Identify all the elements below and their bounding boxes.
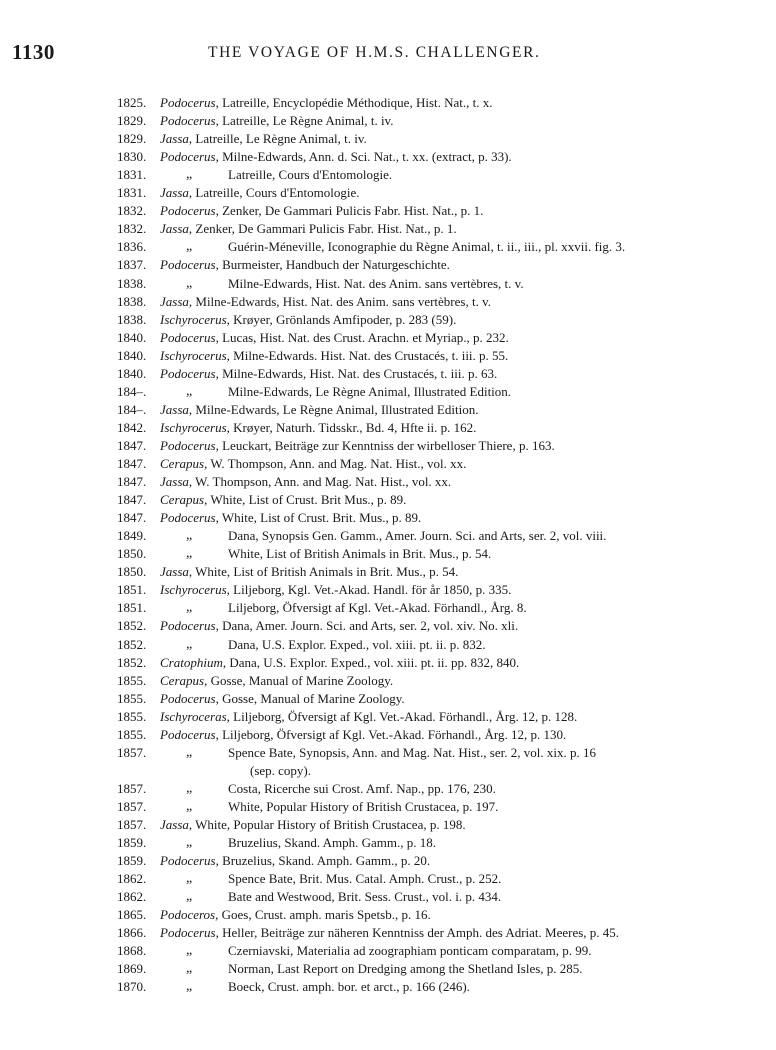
- bibliography-entry: [0, 455, 776, 473]
- entry-genus: Jassa: [160, 401, 189, 417]
- bibliography-entry: [0, 924, 776, 942]
- entry-year: 1855.: [117, 672, 147, 688]
- bibliography-entry: [0, 401, 776, 419]
- entry-genus: Podocerus: [160, 257, 216, 273]
- entry-citation: , Liljeborg, Kgl. Vet.-Akad. Handl. för år 1850, p. 335.: [226, 582, 512, 598]
- entry-citation: , Latreille, Encyclopédie Méthodique, Hist. Nat., t. x.: [215, 95, 493, 110]
- entry-citation: Bate and Westwood, Brit. Sess. Crust., vol. i. p. 434.: [228, 889, 502, 905]
- entry-citation: , Leuckart, Beiträge zur Kenntniss der wirbelloser Thiere, p. 163.: [215, 437, 555, 453]
- bibliography-entry: [0, 744, 776, 762]
- ditto-mark: „: [186, 780, 193, 796]
- entry-citation: , White, List of Crust. Brit. Mus., p. 89.: [215, 510, 422, 526]
- bibliography-entry: [0, 527, 776, 545]
- entry-citation: , Krøyer, Grönlands Amfipoder, p. 283 (59).: [226, 311, 457, 327]
- entry-genus: Cerapus: [160, 492, 205, 508]
- bibliography-entry: [0, 365, 776, 383]
- entry-genus: Podocerus: [160, 726, 216, 742]
- bibliography-entry: [0, 870, 776, 888]
- entry-citation: , Milne-Edwards. Hist. Nat. des Crustacés, t. iii. p. 55.: [226, 347, 509, 363]
- entry-genus: Ischyrocerus: [160, 347, 227, 363]
- ditto-mark: „: [186, 167, 193, 183]
- entry-genus: Podocerus: [160, 925, 216, 941]
- entry-citation: White, Popular History of British Crustacea, p. 197.: [228, 798, 499, 814]
- entry-citation: , White, List of Crust. Brit Mus., p. 89.: [204, 492, 407, 508]
- entry-year: 184–.: [117, 383, 147, 399]
- entry-year: 1847.: [117, 510, 147, 526]
- entry-genus: Podocerus: [160, 149, 216, 165]
- bibliography-entry: [0, 347, 776, 365]
- ditto-mark: „: [186, 636, 193, 652]
- running-title: THE VOYAGE OF H.M.S. CHALLENGER.: [208, 44, 541, 61]
- bibliography-entry: [0, 834, 776, 852]
- entry-citation: , W. Thompson, Ann. and Mag. Nat. Hist., vol. xx.: [204, 456, 467, 471]
- entry-genus: Podocerus: [160, 510, 216, 526]
- bibliography-entry: [0, 112, 776, 130]
- entry-year: 1857.: [117, 817, 147, 832]
- entry-citation: Costa, Ricerche sui Crost. Amf. Nap., pp. 176, 230.: [228, 780, 496, 796]
- entry-year: 184–.: [117, 401, 147, 417]
- bibliography-entry: [0, 545, 776, 563]
- bibliography-entry: [0, 798, 776, 816]
- entry-year: 1847.: [117, 492, 147, 508]
- bibliography-entry: [0, 906, 776, 924]
- entry-year: 1847.: [117, 437, 147, 453]
- bibliography-entry: [0, 383, 776, 401]
- entry-citation: , Latreille, Le Règne Animal, t. iv.: [215, 113, 394, 129]
- entry-year: 1831.: [117, 167, 147, 183]
- bibliography-entry: [0, 275, 776, 293]
- bibliography-entry: [0, 942, 776, 960]
- entry-genus: Podocerus: [160, 853, 216, 869]
- ditto-mark: „: [186, 961, 193, 977]
- bibliography-entry: [0, 978, 776, 996]
- bibliography-entry: [0, 184, 776, 202]
- entry-genus: Podocerus: [160, 618, 216, 634]
- bibliography-entry: [0, 654, 776, 672]
- ditto-mark: „: [186, 275, 193, 291]
- bibliography-entry: [0, 473, 776, 491]
- bibliography-entry: [0, 293, 776, 311]
- ditto-mark: „: [186, 600, 193, 616]
- entry-genus: Podocerus: [160, 690, 216, 706]
- entry-year: 1857.: [117, 780, 147, 796]
- entry-year: 1838.: [117, 293, 147, 309]
- ditto-mark: „: [186, 383, 193, 399]
- entry-year: 1825.: [117, 95, 147, 110]
- entry-citation: , Dana, U.S. Explor. Exped., vol. xiii. pt. ii. pp. 832, 840.: [222, 654, 520, 670]
- bibliography-entry: [0, 238, 776, 256]
- ditto-mark: „: [186, 798, 193, 814]
- entry-year: 1850.: [117, 564, 147, 580]
- bibliography-entry: [0, 960, 776, 978]
- entry-citation: , Liljeborg, Öfversigt af Kgl. Vet.-Akad. Förhandl., Årg. 12, p. 128.: [226, 708, 578, 724]
- entry-citation: , Dana, Amer. Journ. Sci. and Arts, ser. 2, vol. xiv. No. xli.: [215, 618, 519, 634]
- ditto-mark: „: [186, 889, 193, 905]
- entry-citation: Spence Bate, Synopsis, Ann. and Mag. Nat. Hist., ser. 2, vol. xix. p. 16: [228, 744, 596, 760]
- page-header: [0, 40, 776, 68]
- entry-year: 1851.: [117, 582, 147, 598]
- entry-genus: Jassa: [160, 221, 189, 237]
- entry-citation: , Bruzelius, Skand. Amph. Gamm., p. 20.: [215, 853, 431, 869]
- entry-year: 1847.: [117, 456, 147, 471]
- entry-citation: Spence Bate, Brit. Mus. Catal. Amph. Crust., p. 252.: [228, 871, 502, 887]
- bibliography-entry: [0, 636, 776, 654]
- ditto-mark: „: [186, 835, 193, 851]
- entry-citation: White, List of British Animals in Brit. Mus., p. 54.: [228, 546, 492, 562]
- entry-citation: Boeck, Crust. amph. bor. et arct., p. 166 (246).: [228, 979, 470, 995]
- entry-year: 1842.: [117, 419, 147, 435]
- entry-year: 1862.: [117, 871, 147, 887]
- entry-citation: Norman, Last Report on Dredging among the Shetland Isles, p. 285.: [228, 961, 583, 977]
- entry-year: 1840.: [117, 365, 147, 381]
- entry-citation: , Burmeister, Handbuch der Naturgeschichte.: [215, 257, 450, 273]
- entry-genus: Ischyroceras: [160, 708, 227, 724]
- bibliography-entry: [0, 94, 776, 112]
- entry-year: 1832.: [117, 203, 147, 219]
- entry-genus: Jassa: [160, 474, 189, 490]
- entry-genus: Jassa: [160, 293, 189, 309]
- entry-year: 1840.: [117, 329, 147, 345]
- entry-citation: , Zenker, De Gammari Pulicis Fabr. Hist. Nat., p. 1.: [188, 221, 457, 237]
- entry-genus: Ischyrocerus: [160, 311, 227, 327]
- entry-genus: Podocerus: [160, 95, 216, 110]
- entry-genus: Jassa: [160, 564, 189, 580]
- bibliography-entry: [0, 148, 776, 166]
- bibliography-entry: [0, 888, 776, 906]
- entry-citation: , W. Thompson, Ann. and Mag. Nat. Hist., vol. xx.: [188, 474, 452, 490]
- entry-citation: , Milne-Edwards, Le Règne Animal, Illustrated Edition.: [188, 401, 479, 417]
- bibliography-entry: [0, 563, 776, 581]
- ditto-mark: „: [186, 979, 193, 995]
- entry-year: 1862.: [117, 889, 147, 905]
- bibliography-entry: [0, 726, 776, 744]
- entry-citation: , Milne-Edwards, Ann. d. Sci. Nat., t. xx. (extract, p. 33).: [215, 149, 512, 165]
- entry-genus: Cerapus: [160, 672, 205, 688]
- entry-year: 1869.: [117, 961, 147, 977]
- entry-genus: Cratophium: [160, 654, 223, 670]
- bibliography-entry: [0, 816, 776, 834]
- bibliography-entry: [0, 852, 776, 870]
- entry-citation: , White, List of British Animals in Brit. Mus., p. 54.: [188, 564, 459, 580]
- bibliography-entry: [0, 599, 776, 617]
- entry-year: 1865.: [117, 907, 147, 923]
- entry-year: 1868.: [117, 943, 147, 959]
- entry-citation: Dana, U.S. Explor. Exped., vol. xiii. pt. ii. p. 832.: [228, 636, 486, 652]
- entry-genus: Jassa: [160, 185, 189, 201]
- bibliography-entry: [0, 220, 776, 238]
- entry-genus: Ischyrocerus: [160, 419, 227, 435]
- entry-year: 1855.: [117, 690, 147, 706]
- entry-citation: Liljeborg, Öfversigt af Kgl. Vet.-Akad. Förhandl., Årg. 8.: [228, 600, 527, 616]
- entry-citation: , Heller, Beiträge zur näheren Kenntniss der Amph. des Adriat. Meeres, p. 45.: [215, 925, 620, 941]
- bibliography-entry: [0, 690, 776, 708]
- entry-genus: Podocerus: [160, 113, 216, 129]
- entry-citation: , Gosse, Manual of Marine Zoology.: [215, 690, 405, 706]
- bibliography-entry: [0, 708, 776, 726]
- ditto-mark: „: [186, 871, 193, 887]
- entry-citation: , Krøyer, Naturh. Tidsskr., Bd. 4, Hfte ii. p. 162.: [226, 419, 477, 435]
- bibliography-entry: [0, 491, 776, 509]
- entry-genus: Podocerus: [160, 329, 216, 345]
- entry-citation: Milne-Edwards, Hist. Nat. des Anim. sans vertèbres, t. v.: [228, 275, 524, 291]
- entry-year: 1852.: [117, 618, 147, 634]
- entry-continuation: (sep. copy).: [250, 762, 312, 778]
- entry-citation: Czerniavski, Materialia ad zoographiam ponticam comparatam, p. 99.: [228, 943, 592, 959]
- entry-year: 1847.: [117, 474, 147, 490]
- entry-year: 1852.: [117, 636, 147, 652]
- bibliography-entry: [0, 419, 776, 437]
- entry-citation: Milne-Edwards, Le Règne Animal, Illustrated Edition.: [228, 383, 512, 399]
- entry-year: 1866.: [117, 925, 147, 941]
- ditto-mark: „: [186, 546, 193, 562]
- bibliography-entry: [0, 581, 776, 599]
- bibliography-entry: [0, 672, 776, 690]
- entry-year: 1859.: [117, 835, 147, 851]
- entry-year: 1849.: [117, 528, 147, 544]
- entry-year: 1840.: [117, 347, 147, 363]
- entry-year: 1870.: [117, 979, 147, 995]
- entry-year: 1838.: [117, 311, 147, 327]
- entry-year: 1830.: [117, 149, 147, 165]
- entry-year: 1832.: [117, 221, 147, 237]
- bibliography-entry: [0, 780, 776, 798]
- entry-citation: , Latreille, Le Règne Animal, t. iv.: [188, 131, 367, 147]
- entry-citation: Guérin-Méneville, Iconographie du Règne Animal, t. ii., iii., pl. xxvii. fig. 3.: [228, 239, 626, 255]
- entry-genus: Podocerus: [160, 365, 216, 381]
- bibliography-entry: [0, 202, 776, 220]
- entry-year: 1855.: [117, 708, 147, 724]
- entry-year: 1829.: [117, 113, 147, 129]
- entry-citation: , White, Popular History of British Crustacea, p. 198.: [188, 817, 466, 832]
- entry-year: 1857.: [117, 744, 147, 760]
- bibliography-entry: [0, 329, 776, 347]
- entry-year: 1837.: [117, 257, 147, 273]
- entry-year: 1850.: [117, 546, 147, 562]
- page-number: 1130: [12, 40, 55, 64]
- entry-genus: Jassa: [160, 817, 189, 832]
- ditto-mark: „: [186, 528, 193, 544]
- bibliography-entry: [0, 617, 776, 635]
- entry-year: 1829.: [117, 131, 147, 147]
- entry-citation: , Milne-Edwards, Hist. Nat. des Anim. sans vertèbres, t. v.: [188, 293, 491, 309]
- entry-citation: , Gosse, Manual of Marine Zoology.: [204, 672, 394, 688]
- entry-year: 1852.: [117, 654, 147, 670]
- ditto-mark: „: [186, 744, 193, 760]
- entry-citation: , Goes, Crust. amph. maris Spetsb., p. 16.: [215, 907, 431, 923]
- entry-citation: , Liljeborg, Öfversigt af Kgl. Vet.-Akad. Förhandl., Årg. 12, p. 130.: [215, 726, 567, 742]
- entry-citation: Bruzelius, Skand. Amph. Gamm., p. 18.: [228, 835, 436, 851]
- entry-year: 1857.: [117, 798, 147, 814]
- entry-genus: Podocerus: [160, 437, 216, 453]
- bibliography-entry: [0, 437, 776, 455]
- entry-year: 1855.: [117, 726, 147, 742]
- bibliography-entry: [0, 311, 776, 329]
- entry-citation: Latreille, Cours d'Entomologie.: [228, 167, 393, 183]
- entry-citation: , Zenker, De Gammari Pulicis Fabr. Hist. Nat., p. 1.: [215, 203, 484, 219]
- entry-year: 1838.: [117, 275, 147, 291]
- entry-genus: Cerapus: [160, 456, 205, 471]
- entry-citation: , Latreille, Cours d'Entomologie.: [188, 185, 360, 201]
- bibliography-entry: [0, 509, 776, 527]
- bibliography-entry: [0, 256, 776, 274]
- entry-genus: Podoceros: [160, 907, 216, 923]
- entry-citation: , Milne-Edwards, Hist. Nat. des Crustacés, t. iii. p. 63.: [215, 365, 498, 381]
- bibliography-entry: [0, 130, 776, 148]
- entry-citation: Dana, Synopsis Gen. Gamm., Amer. Journ. Sci. and Arts, ser. 2, vol. viii.: [228, 528, 607, 544]
- bibliography-entry: [0, 166, 776, 184]
- entry-year: 1859.: [117, 853, 147, 869]
- ditto-mark: „: [186, 239, 193, 255]
- entry-genus: Jassa: [160, 131, 189, 147]
- entry-year: 1831.: [117, 185, 147, 201]
- entry-year: 1851.: [117, 600, 147, 616]
- entry-genus: Ischyrocerus: [160, 582, 227, 598]
- ditto-mark: „: [186, 943, 193, 959]
- entry-citation: , Lucas, Hist. Nat. des Crust. Arachn. et Myriap., p. 232.: [215, 329, 509, 345]
- entry-year: 1836.: [117, 239, 147, 255]
- entry-genus: Podocerus: [160, 203, 216, 219]
